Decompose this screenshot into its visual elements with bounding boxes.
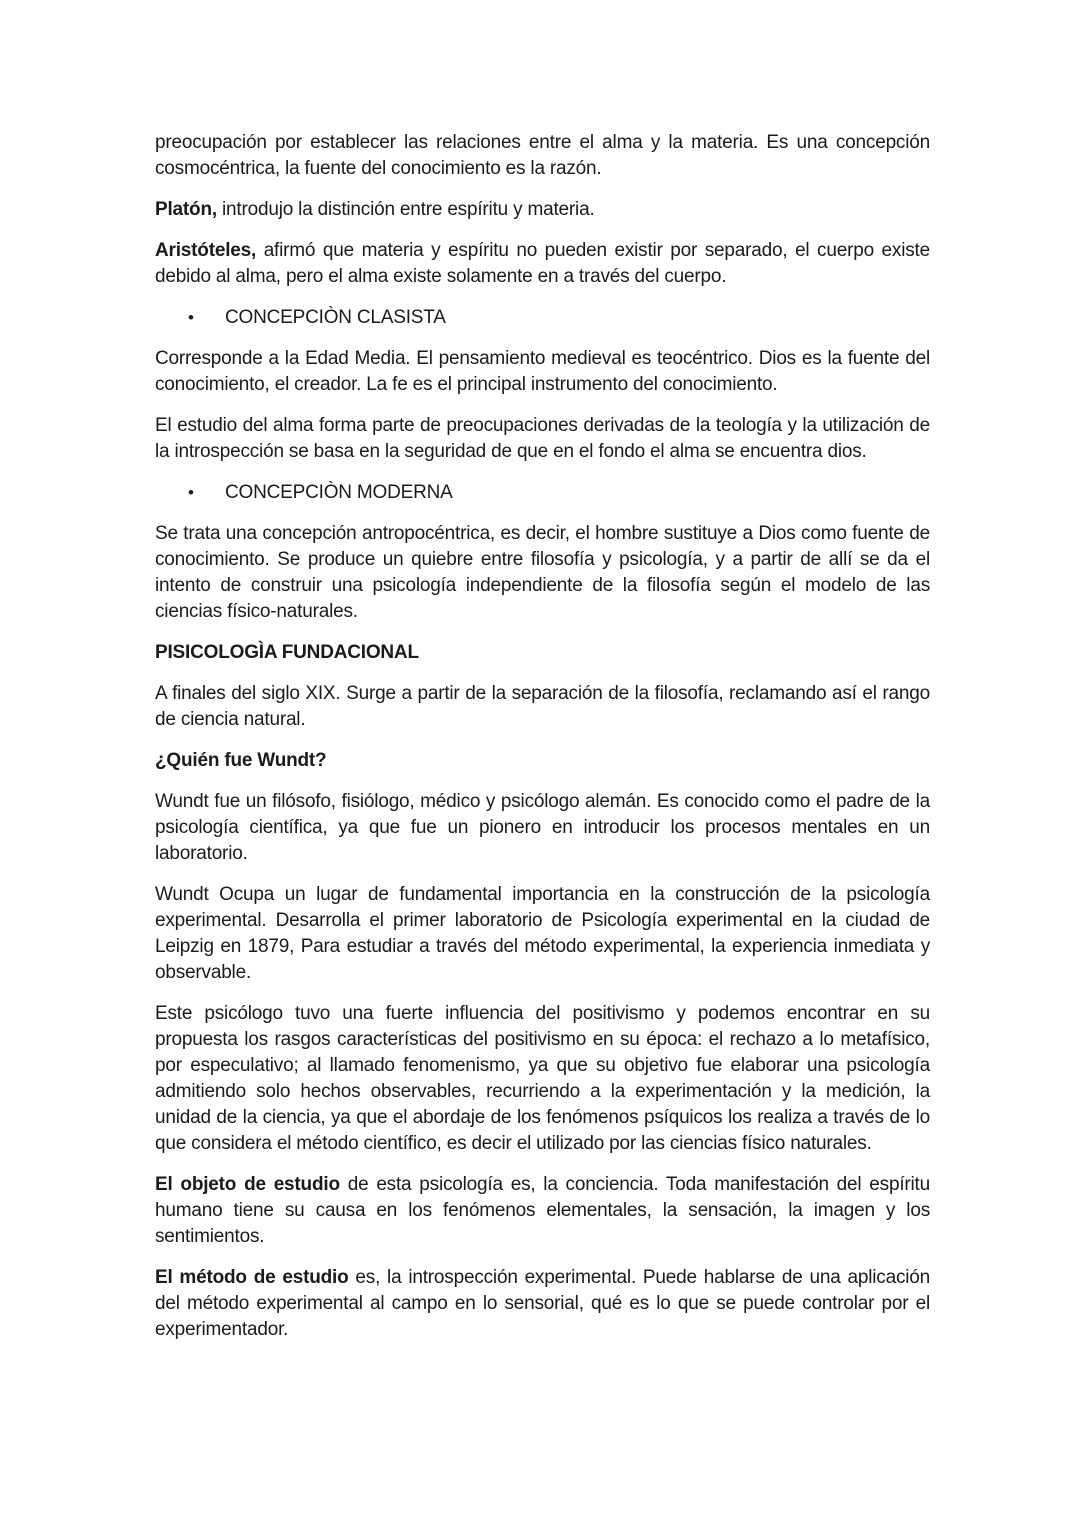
paragraph-bold-lead: El método de estudio — [155, 1267, 349, 1288]
paragraph — [155, 1265, 930, 1343]
paragraph-text: Wundt Ocupa un lugar de fundamental importancia en la construcción de la psicología experimental. Desarrolla el primer laboratorio de Psicología experimental en la ciudad de Leipzig en 1879, Para estudiar a través del método experimental, la experiencia inmediata y observable. — [155, 884, 930, 983]
paragraph-text: Se trata una concepción antropocéntrica, es decir, el hombre sustituye a Dios como fuente de conocimiento. Se produce un quiebre entre filosofía y psicología, y a partir de allí se da el intento de construir una psicología independiente de la filosofía según el modelo de las ciencias físico-naturales. — [155, 523, 930, 622]
paragraph-text: preocupación por establecer las relaciones entre el alma y la materia. Es una concepción cosmocéntrica, la fuente del conocimiento es la razón. — [155, 132, 930, 179]
paragraph — [155, 130, 930, 182]
paragraph — [155, 1001, 930, 1157]
section-heading — [155, 748, 930, 774]
paragraph — [155, 346, 930, 398]
paragraph-text: afirmó que materia y espíritu no pueden existir por separado, el cuerpo existe debido al alma, pero el alma existe solamente en a través del cuerpo. — [155, 240, 930, 287]
bullet-item-label: CONCEPCIÒN MODERNA — [225, 482, 453, 503]
paragraph — [155, 197, 930, 223]
paragraph — [155, 789, 930, 867]
paragraph-text: Este psicólogo tuvo una fuerte influencia del positivismo y podemos encontrar en su propuesta los rasgos características del positivismo en su época: el rechazo a lo metafísico, por especulativo; al llamado fenomenismo, ya que su objetivo fue elaborar una psicología admitiendo solo hechos observables, recurriendo a la experimentación y la medición, la unidad de la ciencia, ya que el abordaje de los fenómenos psíquicos los realiza a través de lo que considera el método científico, es decir el utilizado por las ciencias físico naturales. — [155, 1003, 930, 1154]
bullet-item — [155, 305, 930, 331]
paragraph-bold-lead: Platón, — [155, 199, 217, 220]
bullet-item — [155, 480, 930, 506]
paragraph — [155, 1172, 930, 1250]
paragraph — [155, 238, 930, 290]
paragraph-text: Wundt fue un filósofo, fisiólogo, médico y psicólogo alemán. Es conocido como el padre de la psicología científica, ya que fue un pionero en introducir los procesos mentales en un laboratorio. — [155, 791, 930, 864]
paragraph-text: El estudio del alma forma parte de preocupaciones derivadas de la teología y la utilización de la introspección se basa en la seguridad de que en el fondo el alma se encuentra dios. — [155, 415, 930, 462]
paragraph — [155, 882, 930, 986]
paragraph — [155, 413, 930, 465]
bullet-icon: • — [188, 308, 194, 327]
paragraph — [155, 521, 930, 625]
section-heading-text: PISICOLOGÌA FUNDACIONAL — [155, 642, 419, 663]
bullet-icon: • — [188, 483, 194, 502]
section-heading — [155, 640, 930, 666]
paragraph-text: de esta psicología es, la conciencia. Toda manifestación del espíritu humano tiene su causa en los fenómenos elementales, la sensación, la imagen y los sentimientos. — [155, 1174, 930, 1247]
paragraph-text: introdujo la distinción entre espíritu y materia. — [216, 199, 595, 220]
document-content — [155, 130, 930, 1343]
paragraph — [155, 681, 930, 733]
paragraph-bold-lead: Aristóteles, — [155, 240, 257, 261]
bullet-item-label: CONCEPCIÒN CLASISTA — [225, 307, 446, 328]
paragraph-text: es, la introspección experimental. Puede hablarse de una aplicación del método experimental al campo en lo sensorial, qué es lo que se puede controlar por el experimentador. — [155, 1267, 930, 1340]
paragraph-bold-lead: El objeto de estudio — [155, 1174, 340, 1195]
paragraph-text: A finales del siglo XIX. Surge a partir de la separación de la filosofía, reclamando así el rango de ciencia natural. — [155, 683, 930, 730]
section-heading-text: ¿Quién fue Wundt? — [155, 750, 327, 771]
paragraph-text: Corresponde a la Edad Media. El pensamiento medieval es teocéntrico. Dios es la fuente del conocimiento, el creador. La fe es el principal instrumento del conocimiento. — [155, 348, 930, 395]
